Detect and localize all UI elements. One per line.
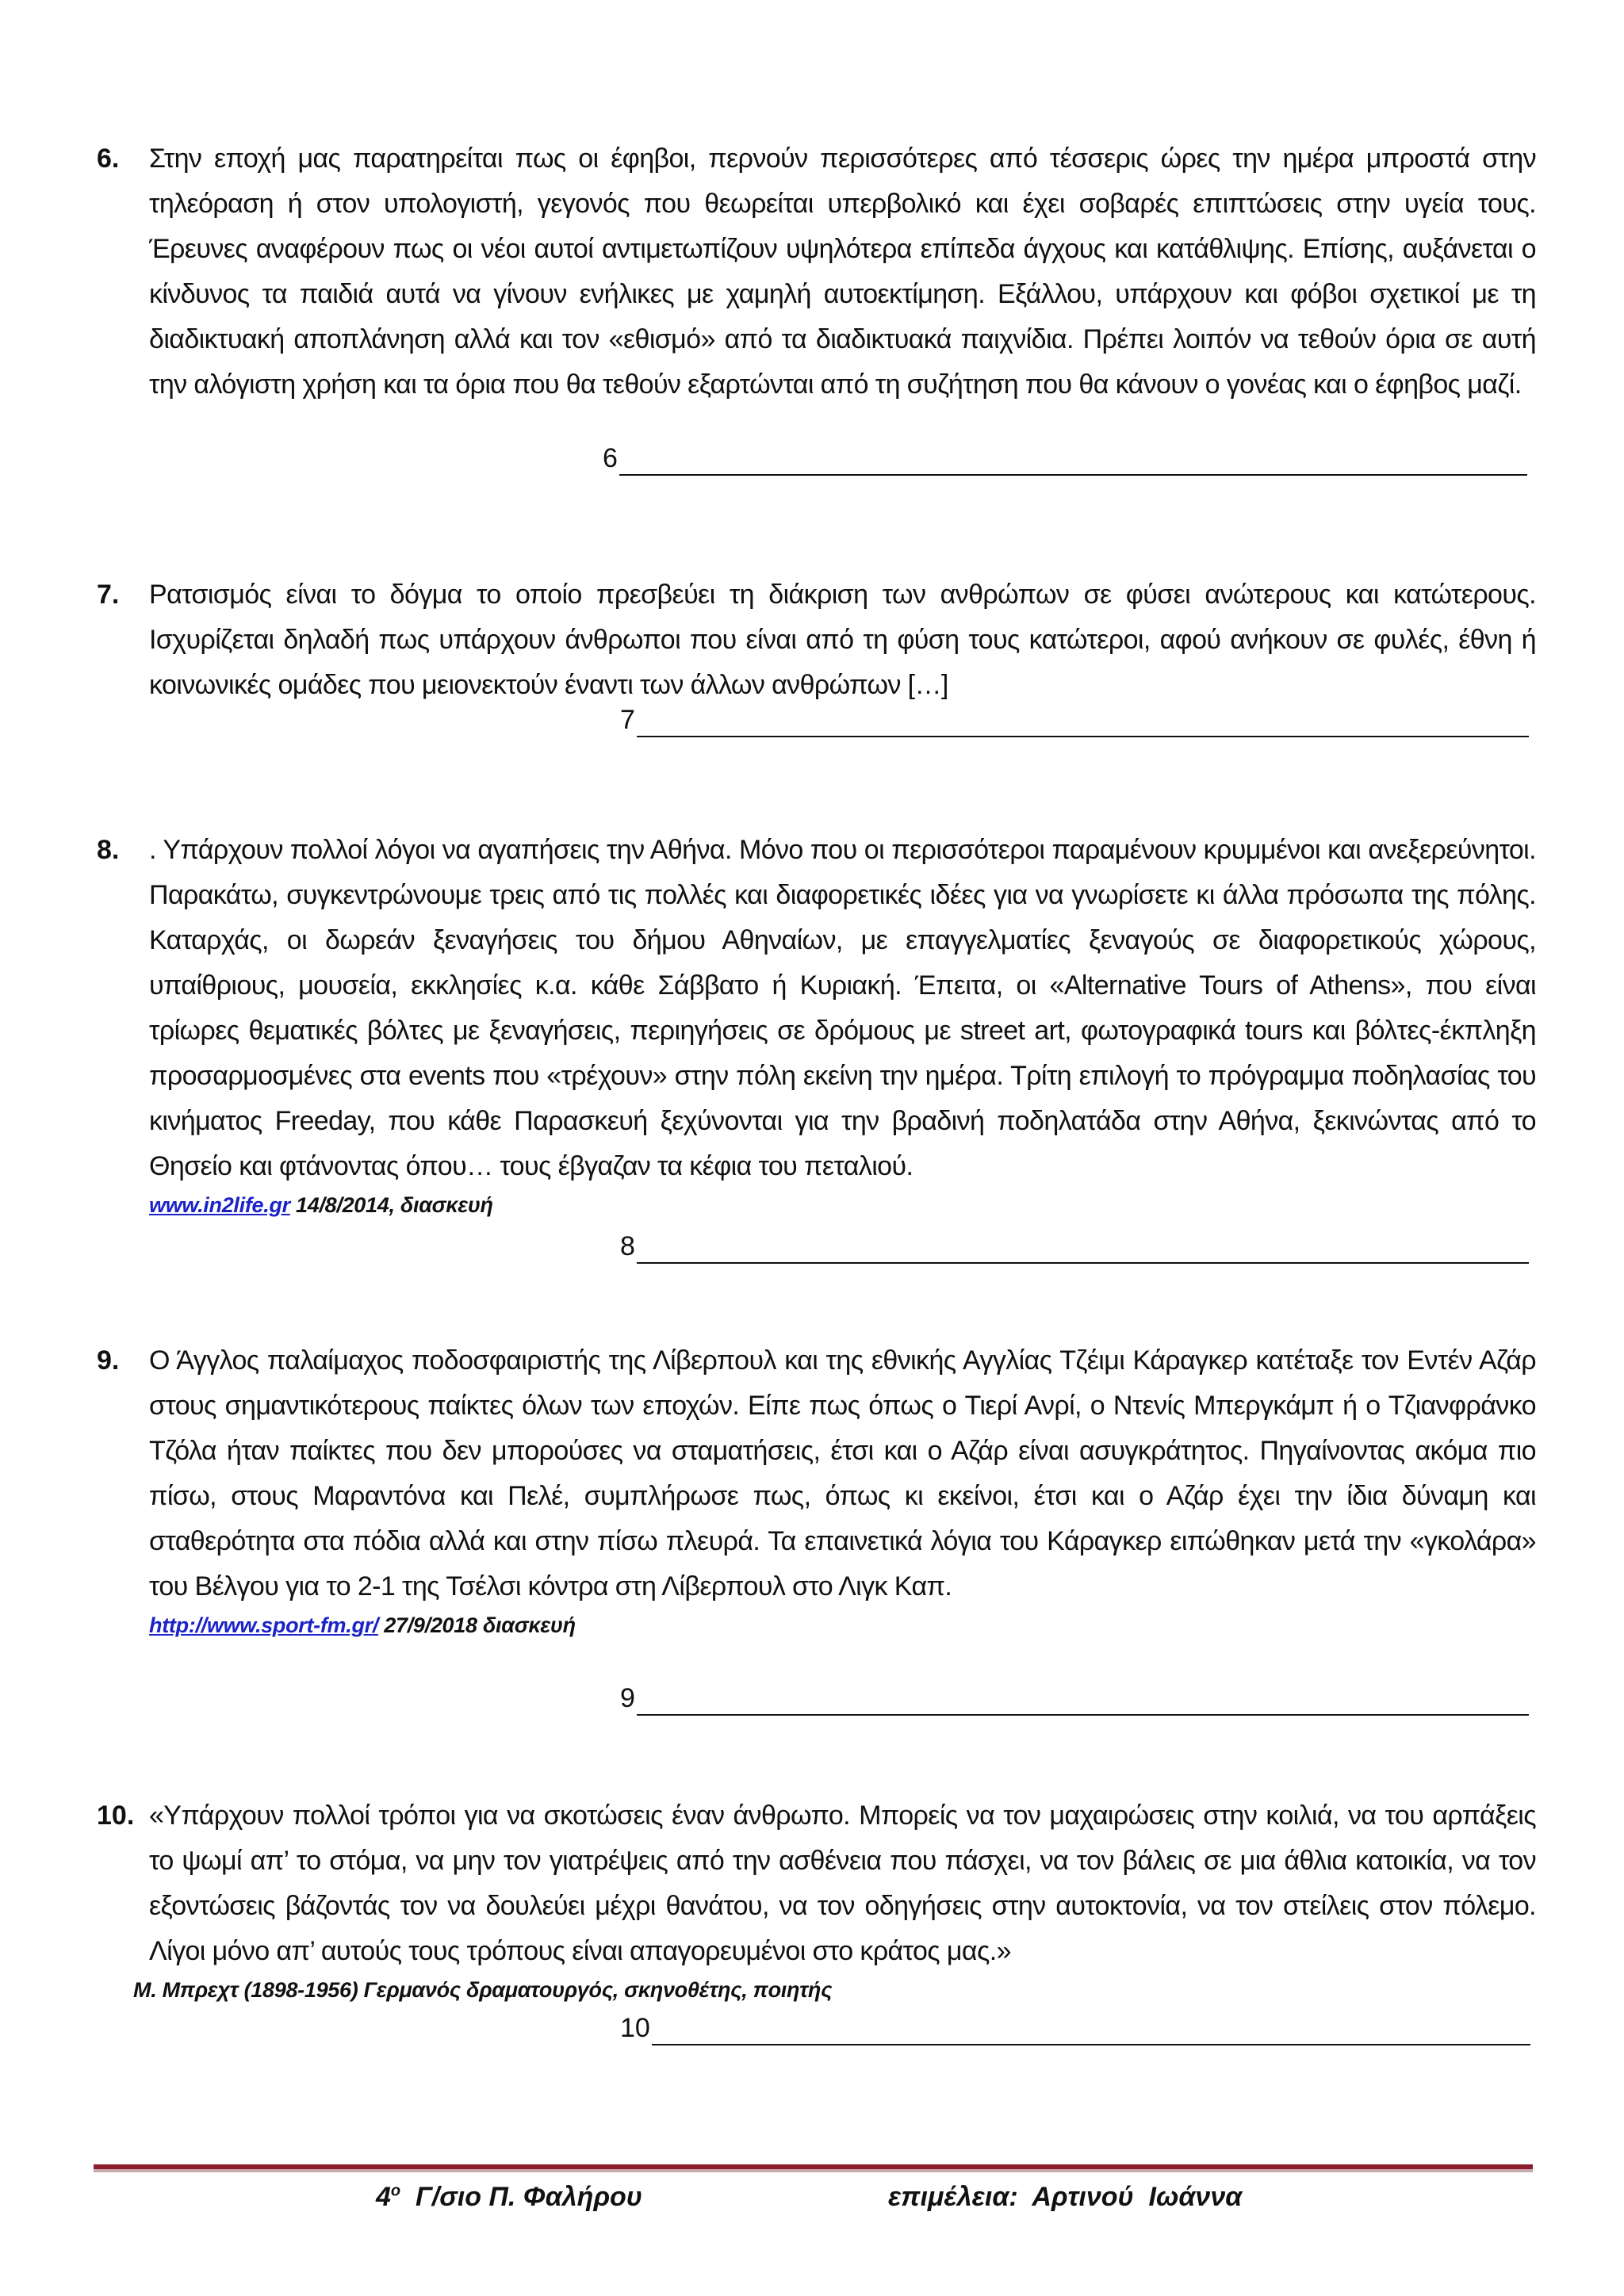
exercise-text: «Υπάρχουν πολλοί τρόποι για να σκοτώσεις έναν άνθρωπο. Μπορείς να τον μαχαιρώσεις στην κοιλιά, να του αρπάξεις το ψωμί απ’ το στόμα, να μην τον γιατρέψεις από την ασθένεια που πάσχει, να τον βάλεις σε μια άθλια κατοικία, να τον εξοντώσεις βάζοντάς τον να δουλεύει μέχρι θανάτου, να τον οδηγήσεις στην αυτοκτονία, να τον στείλεις στον πόλεμο. Λίγοι μόνο απ’ αυτούς τους τρόπους είναι απαγορευμένοι στο κράτος μας.» [149,1800,1536,1966]
exercise-6 [97,136,1536,408]
exercise-number: 9. [97,1345,120,1376]
exercise-number: 10. [97,1800,135,1831]
footer-editor: επιμέλεια: Αρτινού Ιωάννα [888,2182,1243,2212]
source-date: 14/8/2014, διασκευή [289,1193,493,1217]
answer-label: 6 [603,443,618,473]
answer-label: 10 [620,2013,650,2043]
answer-line-10[interactable] [620,2011,1530,2045]
answer-blank[interactable] [637,707,1529,737]
answer-label: 8 [620,1231,635,1261]
exercise-9 [97,1338,1536,1641]
answer-blank[interactable] [652,2015,1530,2045]
answer-line-7[interactable] [620,702,1529,737]
source-author: Μ. Μπρεχτ (1898-1956) Γερμανός δραματουργός, σκηνοθέτης, ποιητής [133,1978,833,2002]
exercise-text: . Υπάρχουν πολλοί λόγοι να αγαπήσεις την Αθήνα. Μόνο που οι περισσότεροι παραμένουν κρυμμένοι και ανεξερεύνητοι. Παρακάτω, συγκεντρώνουμε τρεις από τις πολλές και διαφορετικές ιδέες για να γνωρίσετε κι άλλα πρόσωπα της πόλης. Καταρχάς, οι δωρεάν ξεναγήσεις του δήμου Αθηναίων, με επαγγελματίες ξεναγούς σε διαφορετικούς χώρους, υπαίθριους, μουσεία, εκκλησίες κ.α. κάθε Σάββατο ή Κυριακή. Έπειτα, οι «Alternative Tours of Athens», που είναι τρίωρες θεματικές βόλτες με ξεναγήσεις, περιηγήσεις σε δρόμους με street art, φωτογραφικά tours και βόλτες-έκπληξη προσαρμοσμένες στα events που «τρέχουν» στην πόλη εκείνη την ημέρα. Τρίτη επιλογή το πρόγραμμα ποδηλασίας του κινήματος Freeday, που κάθε Παρασκευή ξεχύνονται για την βραδινή ποδηλατάδα στην Αθήνα, ξεκινώντας από το Θησείο και φτάνοντας όπου… τους έβγαζαν τα κέφια του πεταλιού. [149,835,1536,1181]
source-link[interactable]: http://www.sport-fm.gr/ [149,1613,379,1637]
exercise-7 [97,572,1536,708]
exercise-10 [97,1793,1536,2006]
exercise-8 [97,828,1536,1221]
exercise-number: 7. [97,580,120,610]
exercise-number: 8. [97,835,120,865]
exercise-text: Ο Άγγλος παλαίμαχος ποδοσφαιριστής της Λίβερπουλ και της εθνικής Αγγλίας Τζέιμι Κάραγκερ κατέταξε τον Εντέν Αζάρ στους σημαντικότερους παίκτες όλων των εποχών. Είπε πως όπως ο Τιερί Ανρί, ο Ντενίς Μπεργκάμπ ή ο Τζιανφράνκο Τζόλα ήταν παίκτες που δεν μπορούσες να σταματήσεις, έτσι και ο Αζάρ είναι ασυγκράτητος. Πηγαίνοντας ακόμα πιο πίσω, στους Μαραντόνα και Πελέ, συμπλήρωσε πως, όπως κι εκείνοι, έτσι και ο Αζάρ έχει την ίδια δύναμη και σταθερότητα στα πόδια αλλά και στην πίσω πλευρά. Τα επαινετικά λόγια του Κάραγκερ ειπώθηκαν μετά την «γκολάρα» του Βέλγου για το 2-1 της Τσέλσι κόντρα στη Λίβερπουλ στο Λιγκ Καπ. [149,1345,1536,1601]
source-date: 27/9/2018 διασκευή [378,1613,576,1637]
source-citation [149,1189,1536,1221]
exercise-number: 6. [97,144,120,174]
exercise-text: Στην εποχή μας παρατηρείται πως οι έφηβοι, περνούν περισσότερες από τέσσερις ώρες την ημέρα μπροστά στην τηλεόραση ή στον υπολογιστή, γεγονός που θεωρείται υπερβολικό και έχει σοβαρές επιπτώσεις στην υγεία τους. Έρευνες αναφέρουν πως οι νέοι αυτοί αντιμετωπίζουν υψηλότερα επίπεδα άγχους και κατάθλιψης. Επίσης, αυξάνεται ο κίνδυνος τα παιδιά αυτά να γίνουν ενήλικες με χαμηλή αυτοεκτίμηση. Εξάλλου, υπάρχουν και φόβοι σχετικοί με τη διαδικτυακή αποπλάνηση αλλά και τον «εθισμό» από τα διαδικτυακά παιχνίδια. Πρέπει λοιπόν να τεθούν όρια σε αυτή την αλόγιστη χρήση και τα όρια που θα τεθούν εξαρτώνται από τη συζήτηση που θα κάνουν ο γονέας και ο έφηβος μαζί. [149,144,1536,400]
school-number: 4 [376,2182,391,2212]
source-citation [133,1974,1536,2006]
school-ordinal: ο [390,2182,401,2200]
source-citation [149,1609,1536,1641]
answer-line-6[interactable] [603,441,1527,476]
exercise-text: Ρατσισμός είναι το δόγμα το οποίο πρεσβεύει τη διάκριση των ανθρώπων σε φύσει ανώτερους και κατώτερους. Ισχυρίζεται δηλαδή πως υπάρχουν άνθρωποι που είναι από τη φύση τους κατώτεροι, αφού ανήκουν σε φυλές, έθνη ή κοινωνικές ομάδες που μειονεκτούν έναντι των άλλων ανθρώπων […] [149,580,1536,700]
answer-blank[interactable] [619,446,1527,476]
footer-school [376,2182,642,2213]
answer-label: 7 [620,705,635,735]
answer-blank[interactable] [637,1234,1529,1264]
answer-label: 9 [620,1683,635,1713]
footer-divider [94,2164,1533,2169]
source-link[interactable]: www.in2life.gr [149,1193,290,1217]
school-name: Γ/σιο Π. Φαλήρου [400,2182,642,2212]
answer-line-9[interactable] [620,1681,1529,1716]
answer-blank[interactable] [637,1686,1529,1716]
answer-line-8[interactable] [620,1229,1529,1264]
